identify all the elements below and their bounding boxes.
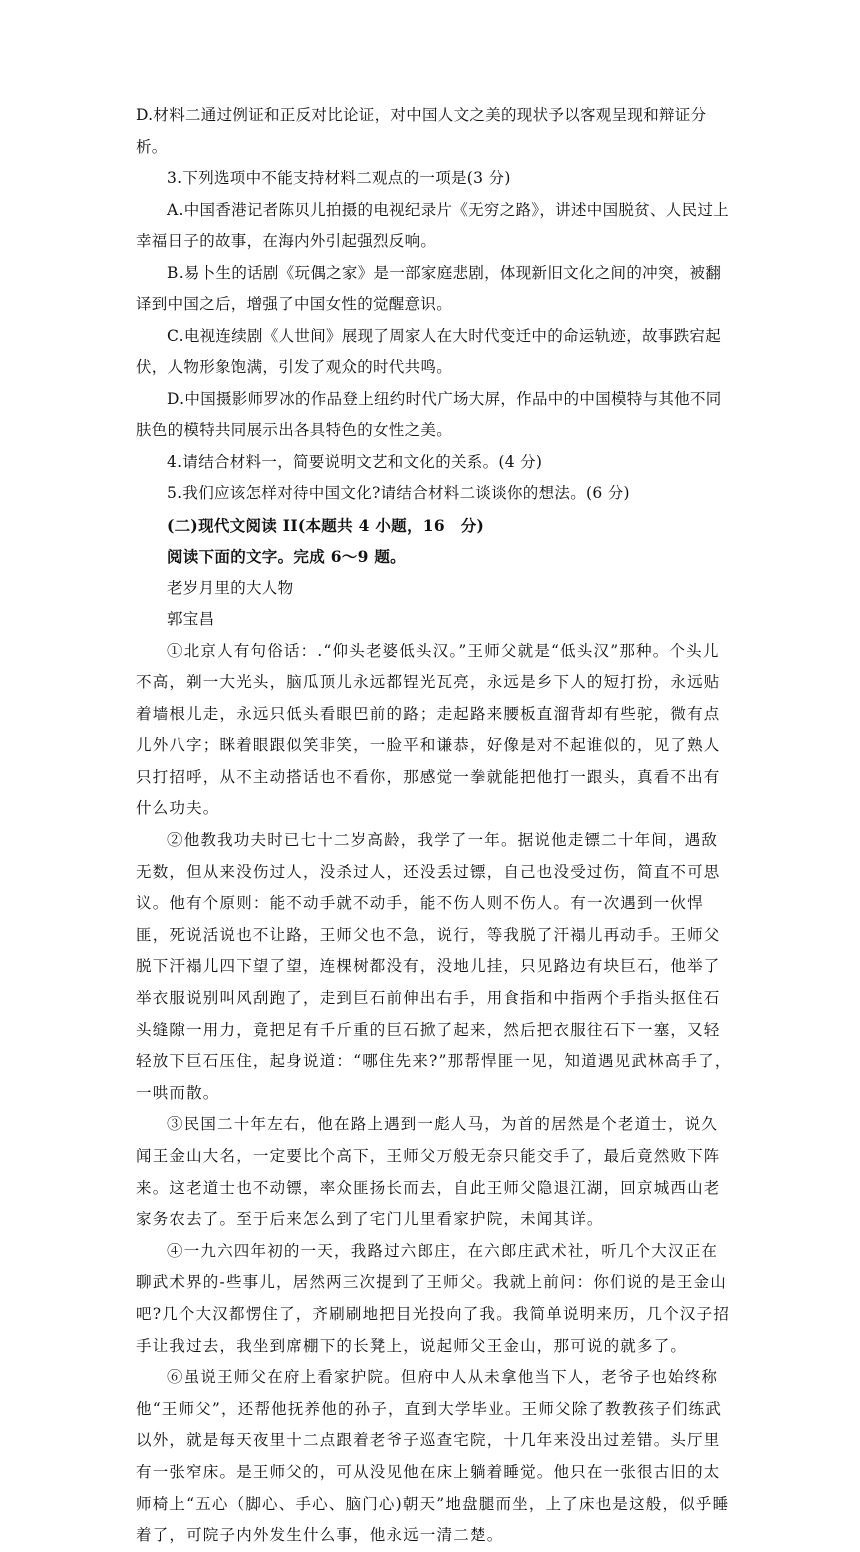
paragraph: ③民国二十年左右，他在路上遇到一彪人马，为首的居然是个老道士，说久闻王金山大名，一定要比个高下，王师父万般无奈只能交手了，最后竟然败下阵来。这老道士也不动镖，率众匪扬长而去，自此王师父隐退江湖，回京城西山老家务农去了。至于后来怎么到了宅门儿里看家护院，未闻其详。 <box>136 1115 721 1229</box>
paragraph: C.电视连续剧《人世间》展现了周家人在大时代变迁中的命运轨迹，故事跌宕起伏，人物形象饱满，引发了观众的时代共鸣。 <box>136 326 722 376</box>
paragraph: 4.请结合材料一，简要说明文艺和文化的关系。(4 分) <box>167 452 543 471</box>
paragraph: 3.下列选项中不能支持材料二观点的一项是(3 分) <box>167 169 511 187</box>
paragraph: 5.我们应该怎样对待中国文化?请结合材料二谈谈你的想法。(6 分) <box>167 484 630 502</box>
section-heading: (二)现代文阅读 II(本题共 4 小题，16 分) <box>167 515 485 535</box>
paragraph: ②他教我功夫时已七十二岁高龄，我学了一年。据说他走镖二十年间，遇敌无数，但从来没伤过人，没杀过人，还没丢过镖，自己也没受过伤，简直不可思议。他有个原则：能不动手就不动手，能不伤人则不伤人。有一次遇到一伙悍匪，死说活说也不让路，王师父也不急，说行，等我脱了汗褟儿再动手。王师父脱下汗褟儿四下望了望，连棵树都没有，没地儿挂，只见路边有块巨石，他举了举衣服说别叫风刮跑了，走到巨石前伸出右手，用食指和中指两个手指头抠住石头缝隙一用力，竟把足有千斤重的巨石掀了起来，然后把衣服往石下一塞，又轻轻放下巨石压住，起身说道：“哪住先来?”那帮悍匪一见，知道遇见武林高手了，一哄而散。 <box>136 831 732 1102</box>
paragraph: D.材料二通过例证和正反对比论证，对中国人文之美的现状予以客观呈现和辩证分析。 <box>136 106 707 156</box>
document-body <box>136 100 732 1552</box>
paragraph: ①北京人有句俗话：.“仰头老婆低头汉。”王师父就是“低头汉”那种。个头儿不高，剃一大光头，脑瓜顶儿永远都锃光瓦亮，永远是乡下人的短打扮，永远贴着墙根儿走，永远只低头看眼巴前的路；走起路来腰板直溜背却有些驼，微有点儿外八字；眯着眼跟似笑非笑，一脸平和谦恭，好像是对不起谁似的，见了熟人只打招呼，从不主动搭话也不看你，那感觉一拳就能把他打一跟头，真看不出有什么功夫。 <box>136 641 721 818</box>
section-heading: 阅读下面的文字。完成 6～9 题。 <box>167 547 406 566</box>
paragraph: A.中国香港记者陈贝儿拍摄的电视纪录片《无穷之路》，讲述中国脱贫、人民过上幸福日子的故事，在海内外引起强烈反响。 <box>136 200 729 250</box>
paragraph: ⑥虽说王师父在府上看家护院。但府中人从未拿他当下人，老爷子也始终称他“王师父”，还帮他抚养他的孙子，直到大学毕业。王师父除了教教孩子们练武以外，就是每天夜里十二点跟着老爷子巡查宅院，十几年来没出过差错。头厅里有一张窄床。是王师父的，可从没见他在床上躺着睡觉。他只在一张很古旧的太师椅上“五心（脚心、手心、脑门心)朝天”地盘腿而坐，上了床也是这般，似乎睡着了，可院子内外发生什么事，他永远一清二楚。 <box>136 1368 730 1545</box>
paragraph: 郭宝昌 <box>167 610 215 628</box>
paragraph: 老岁月里的大人物 <box>167 578 294 597</box>
paragraph: ④一九六四年初的一天，我路过六郎庄，在六郎庄武术社，听几个大汉正在聊武术界的-些事儿，居然两三次提到了王师父。我就上前问：你们说的是王金山吧?几个大汉都愣住了，齐刷刷地把目光投向了我。我简单说明来历，几个汉子招手让我过去，我坐到席棚下的长凳上，说起师父王金山，那可说的就多了。 <box>136 1241 731 1355</box>
paragraph: B.易卜生的话剧《玩偶之家》是一部家庭悲剧，体现新旧文化之间的冲突，被翻译到中国之后，增强了中国女性的觉醒意识。 <box>136 263 722 313</box>
paragraph: D.中国摄影师罗冰的作品登上纽约时代广场大屏，作品中的中国模特与其他不同肤色的模特共同展示出各具特色的女性之美。 <box>136 389 722 439</box>
